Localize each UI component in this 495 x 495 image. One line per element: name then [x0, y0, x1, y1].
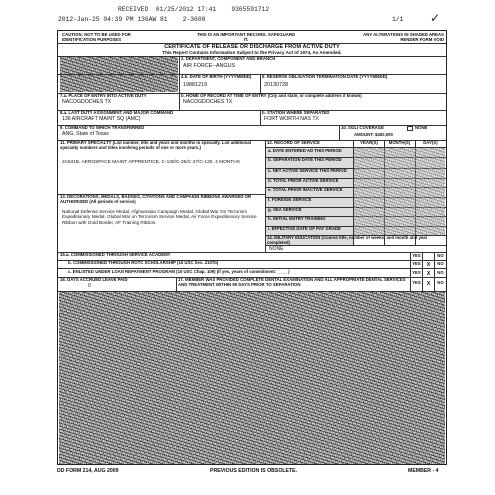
block-10-none: NONE [415, 125, 428, 130]
block-2-label: 2. DEPARTMENT, COMPONENT AND BRANCH [181, 56, 276, 61]
block-15a-yes: YES [412, 253, 421, 258]
block-14-value: NONE [269, 246, 284, 252]
form-subtitle: This Report Contains Information Subject to the Privacy Act of 1974, As Amended. [162, 50, 342, 55]
service-row-f: f. FOREIGN SERVICE [268, 197, 312, 202]
fax-header [0, 0, 495, 28]
block-10-label: 10. SGLI COVERAGE [341, 125, 384, 130]
block-15c-label: c. ENLISTED UNDER LOAN REPAYMENT PROGRAM (10 USC Chap. 109) (If yes, years of commitment: ____ ) [68, 269, 290, 274]
block-4b-label: 4.b. DATE OF BIRTH (YYYYMMDD) [181, 74, 252, 79]
block-15b-mark: X [426, 262, 431, 268]
redacted-lower-section [59, 292, 445, 464]
block-15c-mark: X [426, 271, 431, 277]
form-title: CERTIFICATE OF RELEASE OR DISCHARGE FROM ACTIVE DUTY [164, 44, 340, 50]
block-16-label: 16. DAYS ACCRUED LEAVE PAID [60, 277, 128, 282]
block-7a-label: 7.a. PLACE OF ENTRY INTO ACTIVE DUTY [60, 93, 147, 98]
block-17-no: NO [437, 280, 444, 285]
block-4b-value: 19881219 [183, 82, 207, 88]
block-11-label: 11. PRIMARY SPECIALTY (List number, title and years and months in specialty. List additional specialty numbers and titles involving periods of one or more years.) [60, 140, 252, 150]
block-15a-label: 15.a. COMMISSIONED THROUGH SERVICE ACADEMY [60, 252, 171, 257]
sgli-none-checkbox [407, 126, 413, 131]
service-row-e: e. TOTAL PRIOR INACTIVE SERVICE [268, 187, 343, 192]
block-15a-no: NO [437, 253, 444, 258]
block-9-value: ANG, State of Texas [62, 131, 109, 137]
block-8a-value: 136 AIRCRAFT MAINT SQ (AMC) [62, 116, 141, 122]
block-8a-label: 8.a. LAST DUTY ASSIGNMENT AND MAJOR COMMAND [60, 110, 174, 115]
block-12-label: 12. RECORD OF SERVICE [267, 140, 320, 145]
block-10-amount: AMOUNT: $400,000 [354, 132, 393, 137]
block-13-value: National Defense Service Medal, Afghanistan Campaign Medal, Global War On Terrorism Expeditionary Medal, Global War on Terrorism Service Medal, Air Force Expeditionary Service Ribbon with Gold Border, AF Training Ribbon. [62, 209, 257, 225]
block-7a-value: NACOGDOCHES TX [62, 99, 112, 105]
redacted-name-field [60, 57, 178, 74]
block-17-yes: YES [412, 280, 421, 285]
block-16-value: 0 [88, 283, 91, 289]
block-15b-yes: YES [412, 261, 421, 266]
block-17-mark: X [426, 281, 431, 287]
block-15b-no: NO [437, 261, 444, 266]
service-col-days: DAY(S) [423, 140, 438, 145]
block-14-label: 14. MILITARY EDUCATION (Course title, number of weeks, and month and year completed) [267, 235, 428, 245]
block-15c-no: NO [437, 270, 444, 275]
fax-received-line: RECEIVED 01/25/2012 17:41 9365591712 [118, 6, 270, 13]
important-record-note: THIS IS AN IMPORTANT RECORD. SAFEGUARD IT. [196, 32, 296, 42]
previous-edition-note: PREVIOUS EDITION IS OBSOLETE. [210, 468, 298, 474]
fax-timestamp-line: 2012-Jan-25 04:39 PM 136AW 81 2-3600 [58, 16, 206, 23]
checkmark-icon: ✓ [430, 11, 441, 25]
caution-note: CAUTION: NOT TO BE USED FOR IDENTIFICATION PURPOSES [62, 32, 131, 42]
block-9-label: 9. COMMAND TO WHICH TRANSFERRED [60, 125, 145, 130]
copy-designation: MEMBER - 4 [408, 468, 439, 474]
block-2-value: AIR FORCE--ANGUS [183, 63, 236, 69]
block-13-label: 13. DECORATIONS, MEDALS, BADGES, CITATIONS AND CAMPAIGN RIBBONS AWARDED OR AUTHORIZED (All periods of service) [60, 194, 252, 204]
block-15b-label: b. COMMISSIONED THROUGH ROTC SCHOLARSHIP (10 USC Sec. 2107b) [68, 260, 219, 265]
service-row-d: d. TOTAL PRIOR ACTIVE SERVICE [268, 178, 339, 183]
fax-page-number: 1/1 [392, 16, 404, 23]
block-8b-value: FORT WORTH NAS TX [264, 116, 319, 122]
block-7b-value: NACOGDOCHES TX [183, 99, 233, 105]
service-row-a: a. DATE ENTERED AD THIS PERIOD [268, 148, 342, 153]
dd214-form [57, 30, 447, 465]
service-row-h: h. INITIAL ENTRY TRAINING [268, 216, 326, 221]
block-15c-yes: YES [412, 270, 421, 275]
alterations-note: ANY ALTERATIONS IN SHADED AREAS RENDER FORM VOID [363, 32, 444, 42]
block-7b-label: b. HOME OF RECORD AT TIME OF ENTRY (City and state, or complete address if known) [181, 93, 362, 98]
service-row-c: c. NET ACTIVE SERVICE THIS PERIOD [268, 168, 347, 173]
service-row-i: i. EFFECTIVE DATE OF PAY GRADE [268, 226, 341, 231]
service-col-months: MONTH(S) [388, 140, 411, 145]
service-col-years: YEAR(S) [360, 140, 378, 145]
form-number: DD FORM 214, AUG 2009 [57, 468, 119, 474]
service-row-b: b. SEPARATION DATE THIS PERIOD [268, 157, 342, 162]
service-row-g: g. SEA SERVICE [268, 207, 302, 212]
block-5-value: 20130728 [264, 82, 288, 88]
block-11-value: 2A631B, AEROSPACE MAINT APPRENTICE, C-130/C-26/C-27/C-130, 4 MONTHS [62, 160, 240, 165]
redacted-grade-field [60, 75, 178, 92]
block-5-label: 5. RESERVE OBLIGATION TERMINATION DATE (YYYYMMDD) [262, 74, 388, 79]
block-17-label: 17. MEMBER WAS PROVIDED COMPLETE DENTAL EXAMINATION AND ALL APPROPRIATE DENTAL SERVICES AND TREATMENT WITHIN 90 DAYS PRIOR TO SEPARATION [178, 277, 406, 287]
block-8b-label: b. STATION WHERE SEPARATED [262, 110, 330, 115]
redacted-service-values [354, 148, 445, 235]
